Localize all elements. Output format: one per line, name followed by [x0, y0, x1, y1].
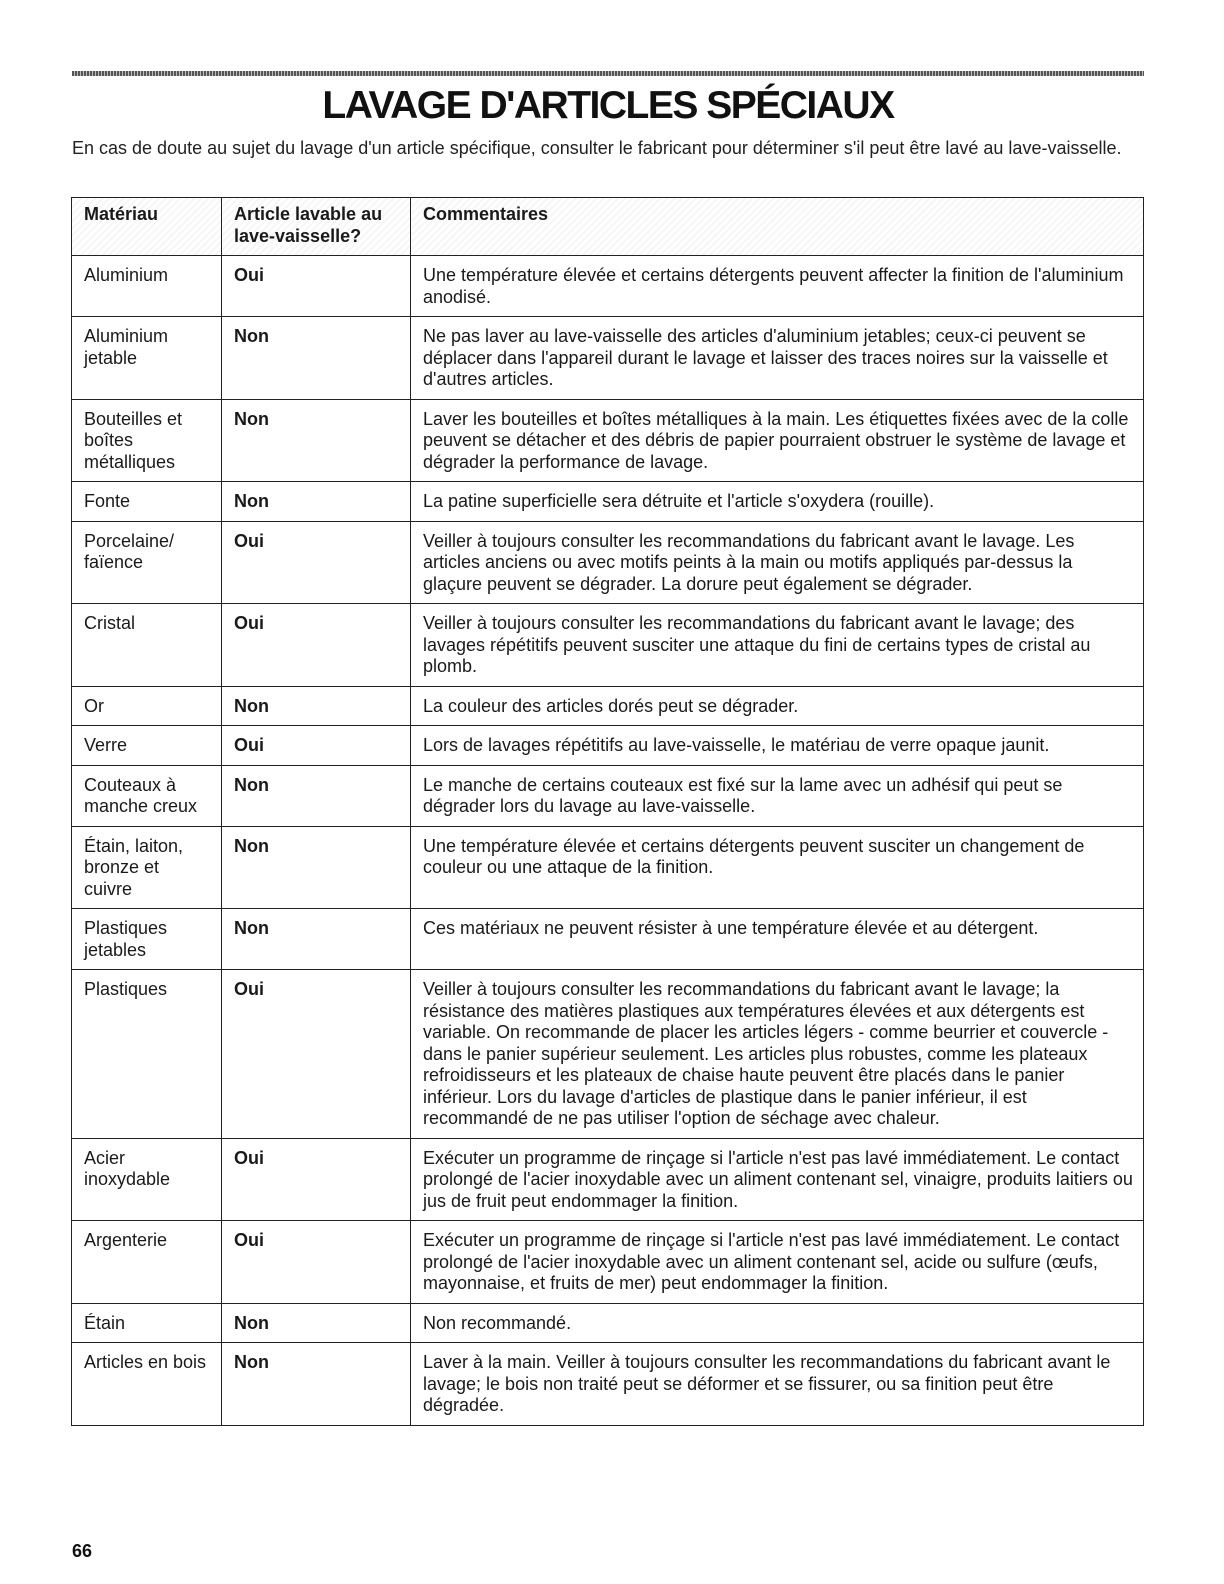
cell-washable: Oui: [222, 521, 411, 604]
cell-washable: Non: [222, 399, 411, 482]
cell-washable: Non: [222, 686, 411, 726]
cell-washable: Oui: [222, 970, 411, 1139]
cell-material: Plastiques: [72, 970, 222, 1139]
table-body: [72, 256, 1144, 1426]
cell-material: Fonte: [72, 482, 222, 522]
cell-comment: Ne pas laver au lave-vaisselle des articles d'aluminium jetables; ceux-ci peuvent se déplacer dans l'appareil durant le lavage et laisser des traces noires sur la vaisselle et d'autres articles.: [411, 317, 1144, 400]
cell-comment: Une température élevée et certains détergents peuvent affecter la finition de l'aluminium anodisé.: [411, 256, 1144, 317]
cell-material: Or: [72, 686, 222, 726]
cell-comment: Veiller à toujours consulter les recommandations du fabricant avant le lavage; la résistance des matières plastiques aux températures élevées et aux détergents est variable. On recommande de placer les articles légers - comme beurrier et couvercle - dans le panier supérieur seulement. Les articles plus robustes, comme les plateaux refroidisseurs et les plateaux de chaise haute peuvent être placés dans le panier inférieur. Lors du lavage d'articles de plastique dans le panier inférieur, il est recommandé de ne pas utiliser l'option de séchage avec chaleur.: [411, 970, 1144, 1139]
cell-washable: Oui: [222, 1221, 411, 1304]
table-row: [72, 256, 1144, 317]
cell-washable: Oui: [222, 604, 411, 687]
cell-material: Étain, laiton, bronze et cuivre: [72, 826, 222, 909]
cell-comment: Une température élevée et certains détergents peuvent susciter un changement de couleur ou une attaque de la finition.: [411, 826, 1144, 909]
cell-material: Verre: [72, 726, 222, 766]
table-row: [72, 826, 1144, 909]
cell-washable: Non: [222, 317, 411, 400]
table-row: [72, 1303, 1144, 1343]
table-row: [72, 909, 1144, 970]
cell-washable: Oui: [222, 726, 411, 766]
table-row: [72, 521, 1144, 604]
table-row: [72, 726, 1144, 766]
cell-material: Argenterie: [72, 1221, 222, 1304]
cell-material: Aluminium: [72, 256, 222, 317]
cell-material: Bouteilles et boîtes métalliques: [72, 399, 222, 482]
header-comments: Commentaires: [411, 198, 1144, 256]
cell-material: Étain: [72, 1303, 222, 1343]
cell-comment: Le manche de certains couteaux est fixé sur la lame avec un adhésif qui peut se dégrader lors du lavage au lave-vaisselle.: [411, 765, 1144, 826]
cell-material: Articles en bois: [72, 1343, 222, 1426]
cell-comment: Veiller à toujours consulter les recommandations du fabricant avant le lavage. Les articles anciens ou avec motifs peints à la main ou motifs appliqués par-dessus la glaçure peuvent se dégrader. La dorure peut également se dégrader.: [411, 521, 1144, 604]
cell-comment: Veiller à toujours consulter les recommandations du fabricant avant le lavage; des lavages répétitifs peuvent susciter une attaque du fini de certains types de cristal au plomb.: [411, 604, 1144, 687]
cell-washable: Non: [222, 909, 411, 970]
header-material: Matériau: [72, 198, 222, 256]
table-row: [72, 604, 1144, 687]
table-header-row: [72, 198, 1144, 256]
cell-comment: La patine superficielle sera détruite et l'article s'oxydera (rouille).: [411, 482, 1144, 522]
table-row: [72, 686, 1144, 726]
cell-comment: Lors de lavages répétitifs au lave-vaisselle, le matériau de verre opaque jaunit.: [411, 726, 1144, 766]
table-row: [72, 399, 1144, 482]
cell-material: Couteaux à manche creux: [72, 765, 222, 826]
table-row: [72, 765, 1144, 826]
table-row: [72, 1138, 1144, 1221]
table-row: [72, 970, 1144, 1139]
table-row: [72, 482, 1144, 522]
cell-comment: Laver les bouteilles et boîtes métalliques à la main. Les étiquettes fixées avec de la colle peuvent se détacher et des débris de papier pourraient obstruer le système de lavage et dégrader la performance de lavage.: [411, 399, 1144, 482]
cell-material: Acier inoxydable: [72, 1138, 222, 1221]
table-row: [72, 317, 1144, 400]
cell-comment: Non recommandé.: [411, 1303, 1144, 1343]
page-title: LAVAGE D'ARTICLES SPÉCIAUX: [322, 84, 894, 127]
cell-washable: Non: [222, 1303, 411, 1343]
cell-material: Aluminium jetable: [72, 317, 222, 400]
table-row: [72, 1343, 1144, 1426]
cell-washable: Non: [222, 1343, 411, 1426]
cell-washable: Non: [222, 482, 411, 522]
cell-material: Cristal: [72, 604, 222, 687]
special-items-table: [71, 197, 1144, 1426]
header-washable: Article lavable au lave-vaisselle?: [222, 198, 411, 256]
cell-washable: Oui: [222, 1138, 411, 1221]
cell-comment: Laver à la main. Veiller à toujours consulter les recommandations du fabricant avant le lavage; le bois non traité peut se déformer et se fissurer, ou sa finition peut être dégradée.: [411, 1343, 1144, 1426]
table-row: [72, 1221, 1144, 1304]
cell-washable: Non: [222, 826, 411, 909]
cell-comment: Exécuter un programme de rinçage si l'article n'est pas lavé immédiatement. Le contact prolongé de l'acier inoxydable avec un aliment contenant sel, acide ou sulfure (œufs, mayonnaise, et fruits de mer) peut endommager la finition.: [411, 1221, 1144, 1304]
cell-comment: Exécuter un programme de rinçage si l'article n'est pas lavé immédiatement. Le contact prolongé de l'acier inoxydable avec un aliment contenant sel, vinaigre, produits laitiers ou jus de fruit peut endommager la finition.: [411, 1138, 1144, 1221]
cell-washable: Oui: [222, 256, 411, 317]
intro-text: En cas de doute au sujet du lavage d'un article spécifique, consulter le fabricant pour déterminer s'il peut être lavé au lave-vaisselle.: [72, 138, 1122, 158]
cell-comment: La couleur des articles dorés peut se dégrader.: [411, 686, 1144, 726]
cell-washable: Non: [222, 765, 411, 826]
cell-material: Plastiques jetables: [72, 909, 222, 970]
page-number: 66: [72, 1541, 93, 1561]
top-divider: [72, 71, 1144, 76]
cell-comment: Ces matériaux ne peuvent résister à une température élevée et au détergent.: [411, 909, 1144, 970]
cell-material: Porcelaine/ faïence: [72, 521, 222, 604]
